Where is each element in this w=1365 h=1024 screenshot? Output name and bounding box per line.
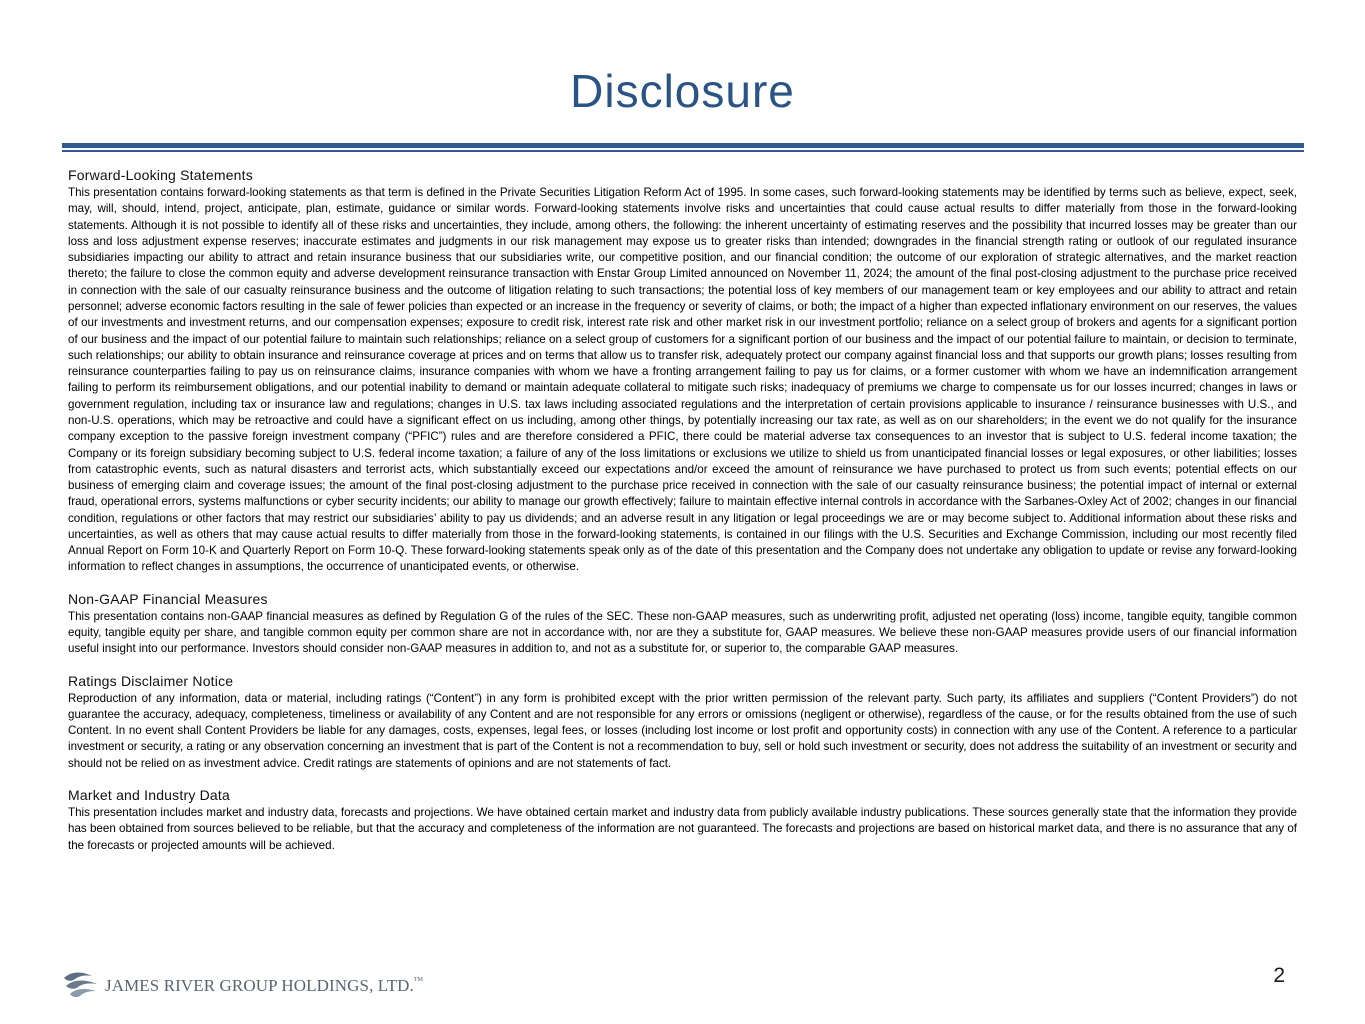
section-ratings-disclaimer (68, 672, 1297, 772)
section-forward-looking (68, 166, 1297, 576)
company-logo (62, 968, 423, 1000)
section-heading: Ratings Disclaimer Notice (68, 672, 234, 689)
section-non-gaap (68, 590, 1297, 658)
section-body: This presentation contains non-GAAP financial measures as defined by Regulation G of the rules of the SEC. These non-GAAP measures, such as underwriting profit, adjusted net operating (loss) income, tangible equity, tangible common equity, tangible equity per share, and tangible common equity per common share are not in accordance with, nor are they a substitute for, GAAP measures. We believe these non-GAAP measures provide users of our financial information useful insight into our performance. Investors should consider non-GAAP measures in addition to, and not as a substitute for, or superior to, the comparable GAAP measures. (68, 609, 1297, 656)
section-market-data (68, 786, 1297, 854)
james-river-logo-icon (62, 969, 100, 999)
company-logo-text: JAMES RIVER GROUP HOLDINGS, LTD.™ (105, 976, 424, 995)
section-body: This presentation includes market and industry data, forecasts and projections. We have obtained certain market and industry data from publicly available industry publications. These sources generally state that the information they provide has been obtained from sources believed to be reliable, but that the accuracy and completeness of the information are not guaranteed. The forecasts and projections are based on historical market data, and there is no assurance that any of the forecasts or projected amounts will be achieved. (68, 806, 1297, 852)
section-body: This presentation contains forward-looking statements as that term is defined in the Private Securities Litigation Reform Act of 1995. In some cases, such forward-looking statements may be identified by terms such as believe, expect, seek, may, will, should, intend, project, anticipate, plan, estimate, guidance or similar words. Forward-looking statements involve risks and uncertainties that could cause actual results to differ materially from those in the forward-looking statements. Although it is not possible to identify all of these risks and uncertainties, they include, among others, the following: the inherent uncertainty of estimating reserves and the possibility that incurred losses may be greater than our loss and loss adjustment expense reserves; inaccurate estimates and judgments in our risk management may expose us to greater risks than intended; downgrades in the financial strength rating or outlook of our regulated insurance subsidiaries impacting our ability to attract and retain insurance business that our subsidiaries write, our competitive position, and our financial condition; the outcome of our exploration of strategic alternatives, and the market reaction thereto; the failure to close the common equity and adverse development reinsurance transaction with Enstar Group Limited announced on November 11, 2024; the amount of the final post-closing adjustment to the purchase price received in connection with the sale of our casualty reinsurance business and the outcome of litigation relating to such transactions; the potential loss of key members of our management team or key employees and our ability to attract and retain personnel; adverse economic factors resulting in the sale of fewer policies than expected or an increase in the frequency or severity of claims, or both; the impact of a higher than expected inflationary environment on our reserves, the values of our investments and investment returns, and our compensation expenses; exposure to credit risk, interest rate risk and other market risk in our investment portfolio; reliance on a select group of brokers and agents for a significant portion of our business and the impact of our potential failure to maintain such relationships; reliance on a select group of customers for a significant portion of our business and the impact of our potential failure to maintain, or decision to terminate, such relationships; our ability to obtain insurance and reinsurance coverage at prices and on terms that allow us to transfer risk, adequately protect our company against financial loss and that supports our growth plans; losses resulting from reinsurance counterparties failing to pay us on reinsurance claims, insurance companies with whom we have a fronting arrangement failing to pay us for claims, or a former customer with whom we have an indemnification arrangement failing to perform its reimbursement obligations, and our potential inability to demand or maintain adequate collateral to mitigate such risks; inadequacy of premiums we charge to compensate us for our losses incurred; changes in laws or government regulation, including tax or insurance law and regulations; changes in U.S. tax laws including associated regulations and the interpretation of certain provisions applicable to insurance / reinsurance businesses with U.S., and non-U.S. operations, which may be retroactive and could have a significant effect on us including, among other things, by potentially increasing our tax rate, as well as on our shareholders; in the event we do not qualify for the insurance company exception to the passive foreign investment company (“PFIC”) rules and are therefore considered a PFIC, there could be material adverse tax consequences to an investor that is subject to U.S. federal income taxation; the Company or its foreign subsidiary becoming subject to U.S. federal income taxation; a failure of any of the loss limitations or exclusions we utilize to shield us from unanticipated financial losses or legal exposures, or other liabilities; losses from catastrophic events, such as natural disasters and terrorist acts, which substantially exceed our expectations and/or exceed the amount of reinsurance we have purchased to protect us from such events; potential effects on our business of emerging claim and coverage issues; the amount of the final post-closing adjustment to the purchase price received in connection with the sale of our casualty reinsurance business; the potential impact of internal or external fraud, operational errors, systems malfunctions or cyber security incidents; our ability to manage our growth effectively; failure to maintain effective internal controls in accordance with the Sarbanes-Oxley Act of 2002; changes in our financial condition, regulations or other factors that may restrict our subsidiaries’ ability to pay us dividends; and an adverse result in any litigation or legal proceedings we are or may become subject to. Additional information about these risks and uncertainties, as well as others that may cause actual results to differ materially from those in the forward-looking statements, is contained in our filings with the U.S. Securities and Exchange Commission, including our most recently filed Annual Report on Form 10-K and Quarterly Report on Form 10-Q. These forward-looking statements speak only as of the date of this presentation and the Company does not undertake any obligation to update or revise any forward-looking information to reflect changes in assumptions, the occurrence of unanticipated events, or otherwise. (68, 186, 1297, 574)
section-heading: Market and Industry Data (68, 787, 230, 803)
section-heading: Non-GAAP Financial Measures (68, 590, 268, 607)
section-body: Reproduction of any information, data or material, including ratings (“Content”) in any form is prohibited except with the prior written permission of the relevant party. Such party, its affiliates and suppliers (“Content Providers”) do not guarantee the accuracy, adequacy, completeness, timeliness or availability of any Content and are not responsible for any errors or omissions (negligent or otherwise), regardless of the cause, or for the results obtained from the use of such Content. In no event shall Content Providers be liable for any damages, costs, expenses, legal fees, or losses (including lost income or lost profit and opportunity costs) in connection with any use of the Content. A reference to a particular investment or security, a rating or any observation concerning an investment that is part of the Content is not a recommendation to buy, sell or hold such investment or security, does not address the suitability of an investment or security and should not be relied on as investment advice. Credit ratings are statements of opinions and are not statements of fact. (68, 691, 1297, 770)
disclosure-content (68, 166, 1297, 868)
title-divider-thick (62, 143, 1304, 148)
page-title: Disclosure (570, 65, 795, 117)
page-number: 2 (1273, 964, 1285, 987)
section-heading: Forward-Looking Statements (68, 167, 253, 183)
title-divider-thin (62, 150, 1304, 152)
